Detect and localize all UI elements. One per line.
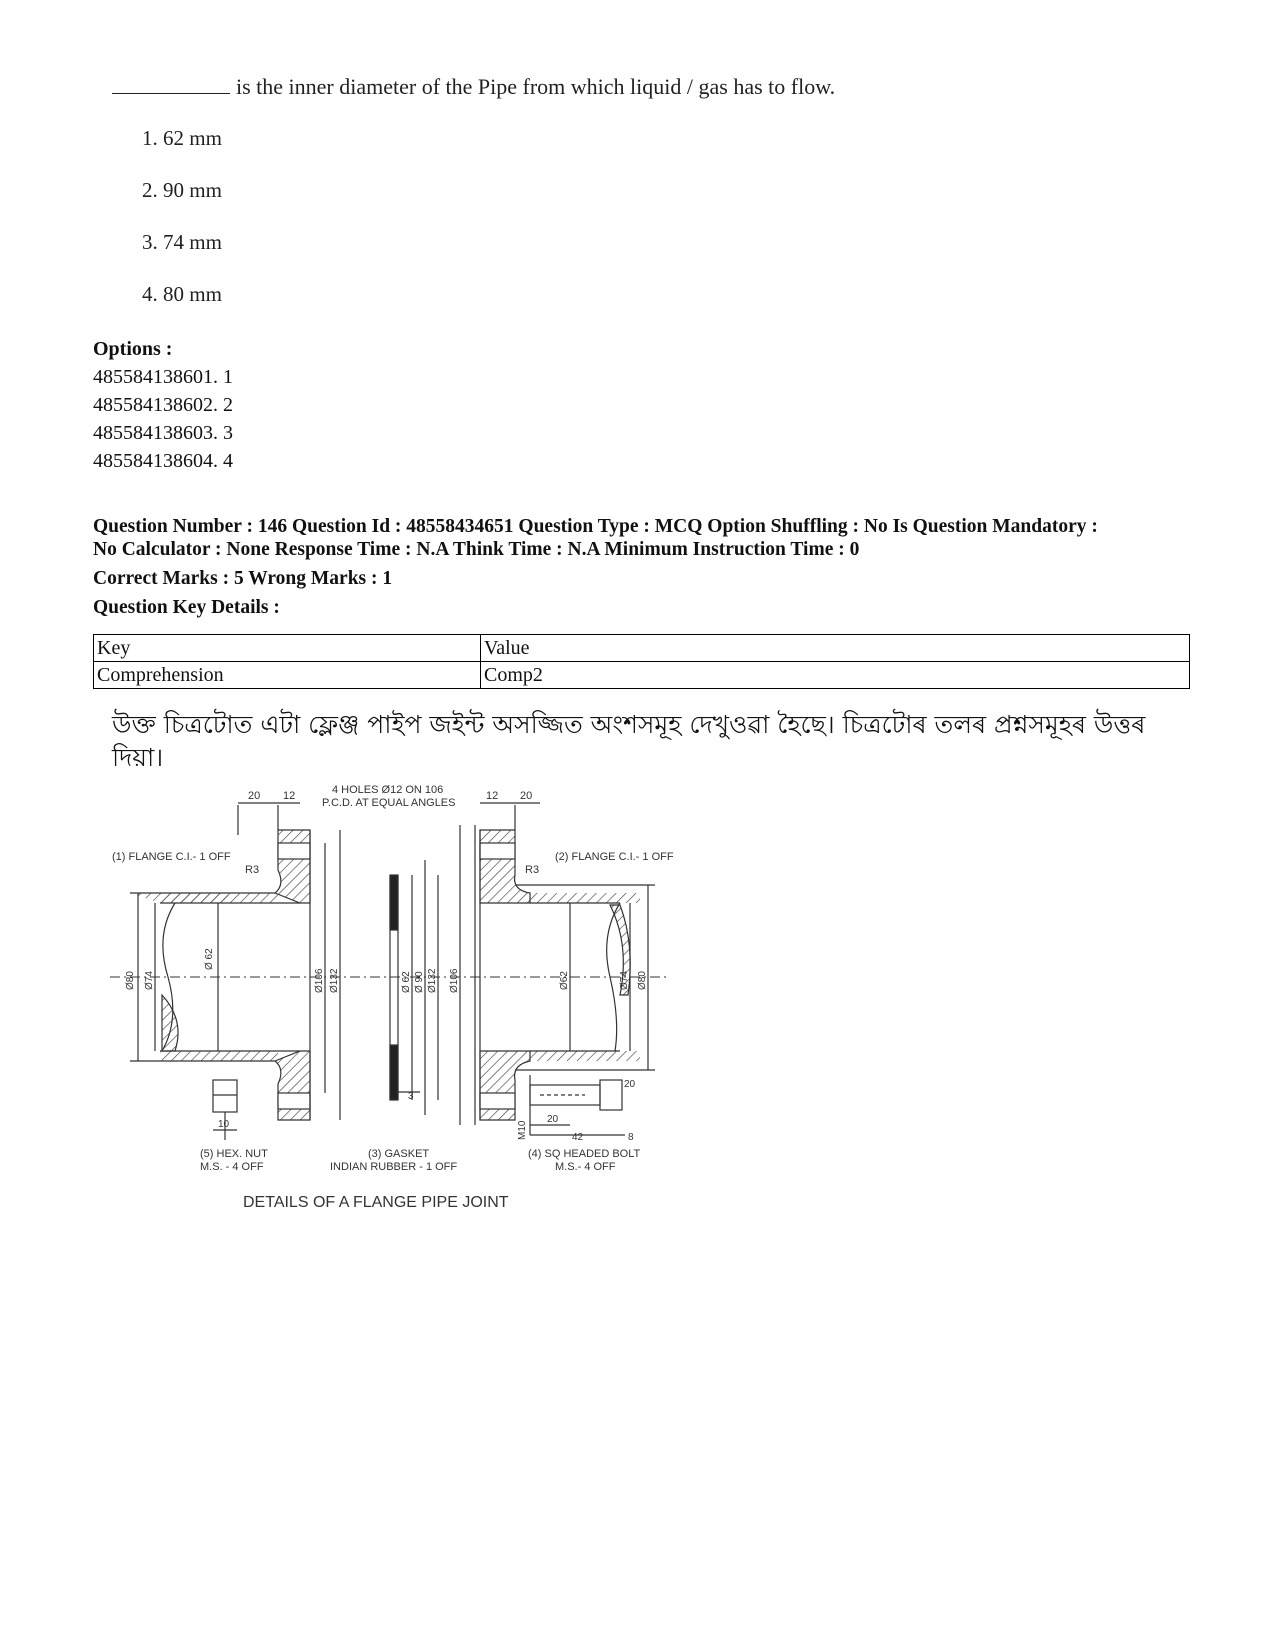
dim-20-right: 20 <box>520 790 533 802</box>
gasket-label: (3) GASKET <box>368 1148 430 1160</box>
choice-4: 4. 80 mm <box>142 282 222 306</box>
table-row <box>94 662 1190 689</box>
left-d106: Ø106 <box>314 968 325 993</box>
table-cell-key: Comprehension <box>94 662 481 689</box>
bolt-8: 8 <box>628 1132 634 1143</box>
right-d62: Ø62 <box>559 971 570 990</box>
gasket-d132: Ø132 <box>427 968 438 993</box>
option-id-4: 485584138604. 4 <box>93 450 233 472</box>
dim-20-left: 20 <box>248 790 261 802</box>
bolt-m10: M10 <box>517 1120 528 1140</box>
right-d74: Ø74 <box>619 971 630 990</box>
bolt-20: 20 <box>547 1114 559 1125</box>
option-id-1: 485584138601. 1 <box>93 366 233 388</box>
gasket-d90: Ø 90 <box>414 971 425 993</box>
flange-pipe-joint-drawing <box>100 784 800 1275</box>
answer-blank <box>112 77 230 94</box>
dim-3: 3 <box>408 1091 414 1102</box>
key-details-table <box>93 634 1190 689</box>
table-header-key: Key <box>94 635 481 662</box>
table-header-value: Value <box>481 635 1190 662</box>
drawing-title: DETAILS OF A FLANGE PIPE JOINT <box>243 1194 509 1211</box>
hex-nut-qty: M.S. - 4 OFF <box>200 1161 264 1173</box>
question-stem-text: is the inner diameter of the Pipe from which liquid / gas has to flow. <box>236 74 836 99</box>
table-cell-value: Comp2 <box>481 662 1190 689</box>
hex-nut-label: (5) HEX. NUT <box>200 1148 268 1160</box>
key-details-heading: Question Key Details : <box>93 597 280 618</box>
question-meta-line-2: No Calculator : None Response Time : N.A Think Time : N.A Minimum Instruction Time : 0 <box>93 539 860 560</box>
left-d74: Ø74 <box>144 971 155 990</box>
gasket-qty: INDIAN RUBBER - 1 OFF <box>330 1161 458 1173</box>
bolt-42: 42 <box>572 1132 584 1143</box>
right-d80: Ø80 <box>637 971 648 990</box>
table-header-row <box>94 635 1190 662</box>
marks-line: Correct Marks : 5 Wrong Marks : 1 <box>93 568 393 589</box>
holes-label-2: P.C.D. AT EQUAL ANGLES <box>322 797 456 809</box>
dim-12-right: 12 <box>486 790 499 802</box>
flange-2-label: (2) FLANGE C.I.- 1 OFF <box>555 851 674 863</box>
holes-label-1: 4 HOLES Ø12 ON 106 <box>332 784 444 796</box>
dim-10: 10 <box>218 1119 230 1130</box>
r3-right: R3 <box>525 864 540 876</box>
bolt-label: (4) SQ HEADED BOLT <box>528 1148 641 1160</box>
flange-1-label: (1) FLANGE C.I.- 1 OFF <box>112 851 231 863</box>
dim-12-left: 12 <box>283 790 296 802</box>
r3-left: R3 <box>245 864 260 876</box>
option-id-2: 485584138602. 2 <box>93 394 233 416</box>
choice-2: 2. 90 mm <box>142 178 222 202</box>
choice-1: 1. 62 mm <box>142 126 222 150</box>
choice-3: 3. 74 mm <box>142 230 222 254</box>
left-d62: Ø 62 <box>204 948 215 970</box>
bolt-sq20: 20 <box>624 1079 636 1090</box>
gasket-d62: Ø 62 <box>401 971 412 993</box>
question-meta-line-1: Question Number : 146 Question Id : 48558434651 Question Type : MCQ Option Shuffling : No Is Question Mandatory : <box>93 516 1098 537</box>
question-stem <box>112 74 835 100</box>
left-d80: Ø80 <box>125 971 136 990</box>
option-id-3: 485584138603. 3 <box>93 422 233 444</box>
left-d132: Ø132 <box>329 968 340 993</box>
comprehension-instruction: উক্ত চিত্ৰটোত এটা ফ্লেঞ্জ পাইপ জইন্ট অসজ্জিত অংশসমূহ দেখুওৱা হৈছে। চিত্ৰটোৰ তলৰ প্ৰশ্নসমূহৰ উত্তৰ দিয়া। <box>112 710 1146 772</box>
right-d106: Ø106 <box>449 968 460 993</box>
bolt-qty: M.S.- 4 OFF <box>555 1161 616 1173</box>
options-heading: Options : <box>93 338 173 360</box>
